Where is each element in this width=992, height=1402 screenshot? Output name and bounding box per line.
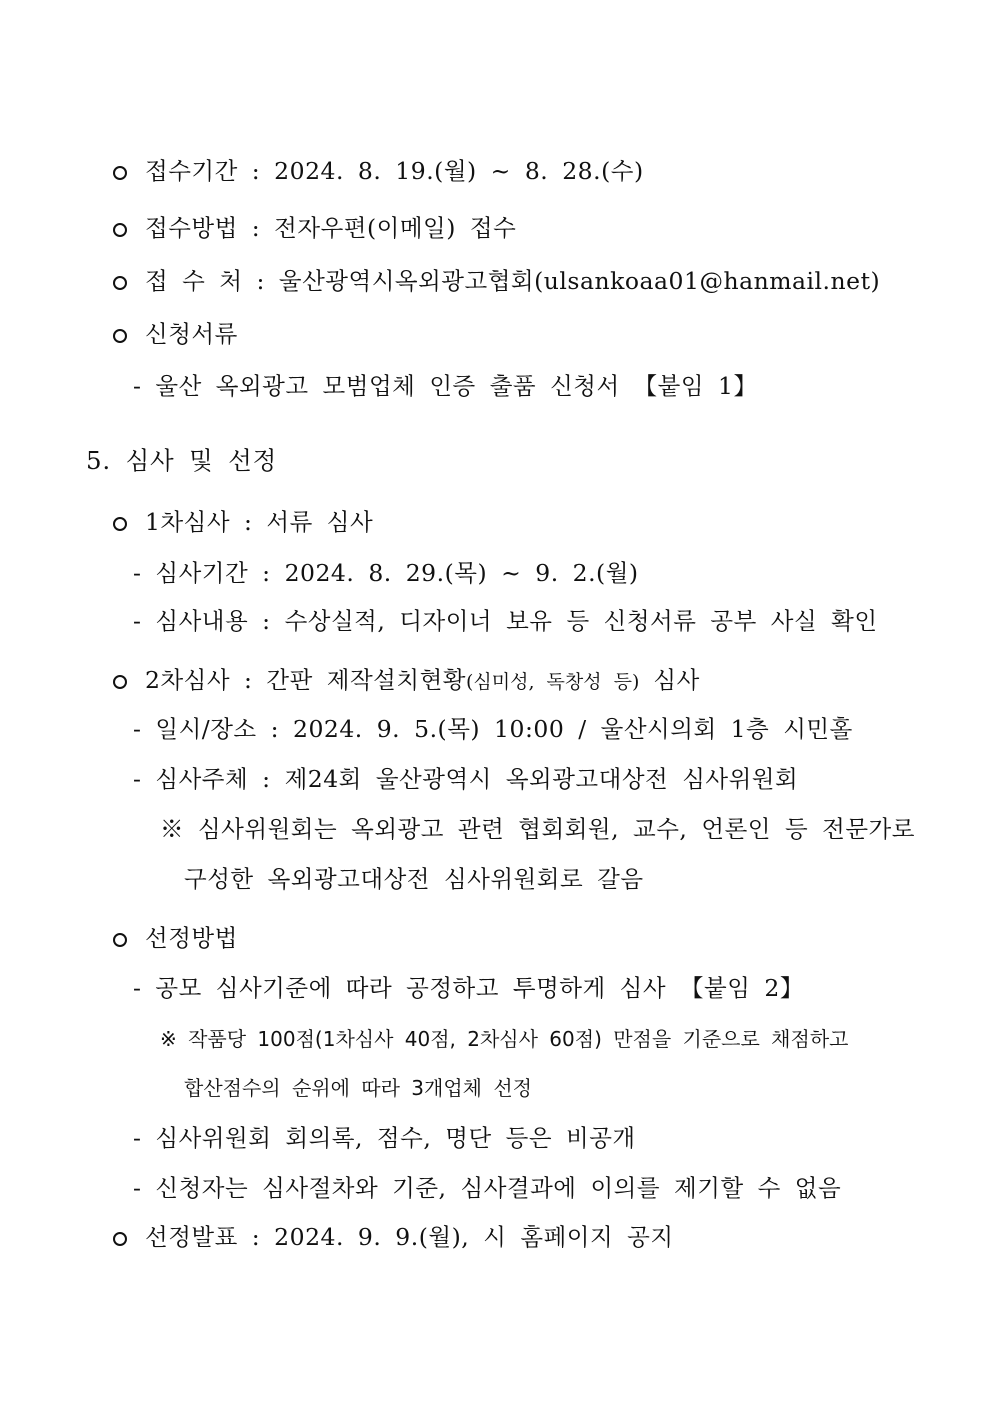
selection-method-1: - 공모 심사기준에 따라 공정하고 투명하게 심사 【붙임 2】: [133, 974, 804, 1002]
section-5-heading: 5. 심사 및 선정: [86, 446, 278, 475]
reception-method-item: [113, 213, 516, 243]
circle-bullet-icon: [113, 166, 127, 180]
second-review-date: - 일시/장소 : 2024. 9. 5.(목) 10:00 / 울산시의회 1층 시민홀: [133, 715, 853, 743]
reception-period-item: [113, 156, 644, 186]
selection-note-line-2: 합산점수의 순위에 따라 3개업체 선정: [184, 1076, 532, 1100]
circle-bullet-icon: [113, 675, 127, 689]
first-review-content: - 심사내용 : 수상실적, 디자이너 보유 등 신청서류 공부 사실 확인: [133, 607, 878, 635]
selection-method-item: [113, 923, 238, 953]
selection-method-2: - 심사위원회 회의록, 점수, 명단 등은 비공개: [133, 1124, 636, 1152]
application-docs-sub: - 울산 옥외광고 모범업체 인증 출품 신청서 【붙임 1】: [133, 372, 758, 400]
reception-place-item: [113, 266, 880, 296]
circle-bullet-icon: [113, 329, 127, 343]
reception-period-text: 접수기간 : 2024. 8. 19.(월) ~ 8. 28.(수): [145, 157, 644, 185]
second-review-text: 2차심사 : 간판 제작설치현황: [145, 666, 466, 694]
selection-note-line-1: ※ 작품당 100점(1차심사 40점, 2차심사 60점) 만점을 기준으로 채점하고: [160, 1027, 849, 1051]
second-review-note-line-2: 구성한 옥외광고대상전 심사위원회로 갈음: [184, 865, 644, 893]
selection-method-text: 선정방법: [145, 924, 238, 952]
second-review-criteria: (심미성, 독창성 등): [466, 671, 640, 693]
first-review-period: - 심사기간 : 2024. 8. 29.(목) ~ 9. 2.(월): [133, 559, 639, 587]
circle-bullet-icon: [113, 276, 127, 290]
first-review-text: 1차심사 : 서류 심사: [145, 508, 374, 536]
announcement-item: [113, 1222, 674, 1252]
announcement-text: 선정발표 : 2024. 9. 9.(월), 시 홈페이지 공지: [145, 1223, 674, 1251]
circle-bullet-icon: [113, 1232, 127, 1246]
first-review-item: [113, 507, 373, 537]
circle-bullet-icon: [113, 933, 127, 947]
reception-place-text: 접 수 처 : 울산광역시옥외광고협회(ulsankoaa01@hanmail.net): [145, 267, 881, 295]
circle-bullet-icon: [113, 517, 127, 531]
second-review-host: - 심사주체 : 제24회 울산광역시 옥외광고대상전 심사위원회: [133, 765, 799, 793]
reception-method-text: 접수방법 : 전자우편(이메일) 접수: [145, 214, 517, 242]
selection-method-3: - 신청자는 심사절차와 기준, 심사결과에 이의를 제기할 수 없음: [133, 1174, 842, 1202]
second-review-note-line-1: ※ 심사위원회는 옥외광고 관련 협회회원, 교수, 언론인 등 전문가로: [160, 815, 915, 843]
application-docs-item: [113, 319, 238, 349]
second-review-tail: 심사: [639, 666, 700, 694]
application-docs-text: 신청서류: [145, 320, 238, 348]
second-review-item: [113, 665, 700, 697]
circle-bullet-icon: [113, 223, 127, 237]
